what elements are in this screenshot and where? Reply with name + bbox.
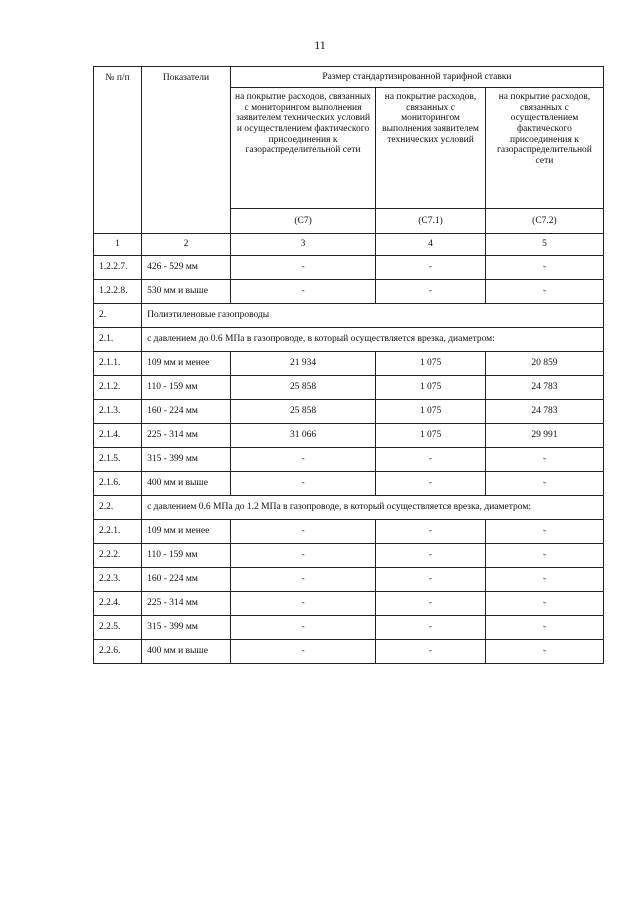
value-c7-1: - [376,280,486,304]
row-number: 2.1. [94,328,142,352]
value-c7-1: - [376,520,486,544]
row-number: 2. [94,304,142,328]
value-c7-2: - [485,544,603,568]
value-c7-2: - [485,616,603,640]
section-row [94,328,604,352]
table-row [94,616,604,640]
table-row [94,448,604,472]
table-row [94,568,604,592]
row-label: 225 - 314 мм [142,424,231,448]
row-number: 2.1.5. [94,448,142,472]
row-number: 2.2.3. [94,568,142,592]
row-label: 530 мм и выше [142,280,231,304]
value-c7-2: 24 783 [485,376,603,400]
header-s71-code: (С7.1) [376,209,486,234]
column-index: 2 [142,234,231,256]
row-number: 1.2.2.7. [94,256,142,280]
tariff-table [93,66,604,664]
header-rate-group: Размер стандартизированной тарифной ставки [230,67,603,88]
table-row [94,544,604,568]
row-number: 2.2.6. [94,640,142,664]
section-row [94,304,604,328]
section-title: с давлением до 0.6 МПа в газопроводе, в который осуществляется врезка, диаметром: [142,328,604,352]
row-label: 110 - 159 мм [142,544,231,568]
row-number: 2.2. [94,496,142,520]
value-c7-1: - [376,616,486,640]
section-title: с давлением 0.6 МПа до 1.2 МПа в газопроводе, в который осуществляется врезка, диаметром: [142,496,604,520]
value-c7: - [230,472,375,496]
table-row [94,640,604,664]
row-number: 2.1.6. [94,472,142,496]
value-c7-2: - [485,280,603,304]
header-s72-desc: на покрытие расходов, связанных с осуществлением фактического присоединения к газораспределительной сети [485,88,603,209]
value-c7-1: - [376,640,486,664]
value-c7-2: 29 991 [485,424,603,448]
row-number: 2.2.4. [94,592,142,616]
value-c7-1: - [376,472,486,496]
section-title: Полиэтиленовые газопроводы [142,304,604,328]
header-s7-desc: на покрытие расходов, связанных с мониторингом выполнения заявителем технических условий и осуществлением фактического присоединения к газораспределительной сети [230,88,375,209]
column-index: 4 [376,234,486,256]
table-row [94,520,604,544]
table-row [94,400,604,424]
value-c7-2: - [485,520,603,544]
value-c7: 31 066 [230,424,375,448]
value-c7-1: 1 075 [376,400,486,424]
value-c7-1: - [376,544,486,568]
value-c7-2: - [485,640,603,664]
value-c7: 25 858 [230,400,375,424]
row-label: 160 - 224 мм [142,568,231,592]
value-c7-2: - [485,256,603,280]
value-c7: - [230,568,375,592]
value-c7: - [230,616,375,640]
row-label: 110 - 159 мм [142,376,231,400]
row-number: 2.1.1. [94,352,142,376]
table-body [94,256,604,664]
value-c7: - [230,592,375,616]
value-c7: - [230,280,375,304]
section-row [94,496,604,520]
row-number: 2.1.2. [94,376,142,400]
row-label: 426 - 529 мм [142,256,231,280]
table-row [94,424,604,448]
row-label: 225 - 314 мм [142,592,231,616]
value-c7-1: - [376,568,486,592]
row-number: 1.2.2.8. [94,280,142,304]
value-c7: 25 858 [230,376,375,400]
row-label: 160 - 224 мм [142,400,231,424]
value-c7-2: - [485,568,603,592]
value-c7-1: - [376,592,486,616]
row-label: 315 - 399 мм [142,616,231,640]
row-label: 109 мм и менее [142,520,231,544]
value-c7: - [230,448,375,472]
table-row [94,280,604,304]
value-c7-2: - [485,448,603,472]
row-label: 400 мм и выше [142,472,231,496]
value-c7-1: 1 075 [376,424,486,448]
table-row [94,592,604,616]
row-number: 2.2.1. [94,520,142,544]
row-number: 2.2.2. [94,544,142,568]
page-number: 11 [314,38,326,52]
header-s72-code: (С7.2) [485,209,603,234]
row-label: 315 - 399 мм [142,448,231,472]
header-indicators: Показатели [142,67,231,234]
value-c7: - [230,520,375,544]
value-c7-1: - [376,448,486,472]
table-row [94,352,604,376]
table-row [94,256,604,280]
value-c7-1: 1 075 [376,352,486,376]
row-label: 400 мм и выше [142,640,231,664]
header-num: № п/п [94,67,142,234]
header-s7-code: (С7) [230,209,375,234]
column-index: 3 [230,234,375,256]
value-c7-2: - [485,472,603,496]
value-c7: - [230,640,375,664]
header-s71-desc: на покрытие расходов, связанных с мониторингом выполнения заявителем технических условий [376,88,486,209]
value-c7: - [230,544,375,568]
value-c7-1: - [376,256,486,280]
value-c7: 21 934 [230,352,375,376]
value-c7-1: 1 075 [376,376,486,400]
column-index: 5 [485,234,603,256]
table-header [94,67,604,256]
value-c7: - [230,256,375,280]
value-c7-2: 20 859 [485,352,603,376]
value-c7-2: 24 783 [485,400,603,424]
value-c7-2: - [485,592,603,616]
row-label: 109 мм и менее [142,352,231,376]
table-row [94,376,604,400]
column-index: 1 [94,234,142,256]
row-number: 2.2.5. [94,616,142,640]
table-row [94,472,604,496]
row-number: 2.1.4. [94,424,142,448]
row-number: 2.1.3. [94,400,142,424]
